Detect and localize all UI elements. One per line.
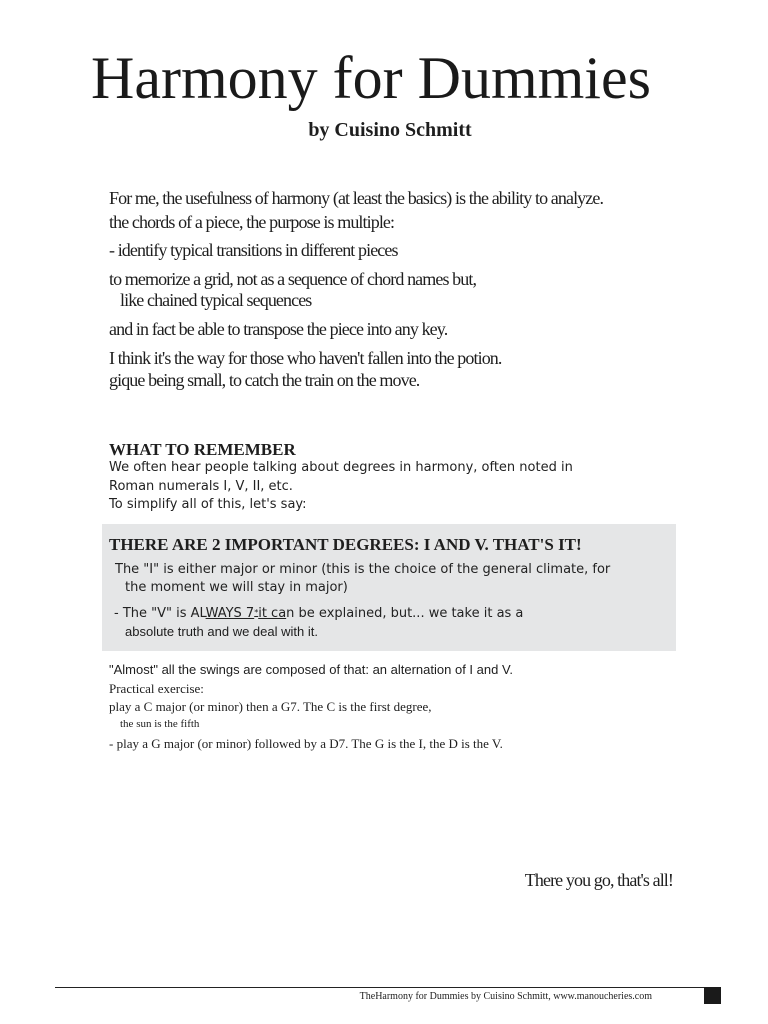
section-heading: WHAT TO REMEMBER <box>109 440 296 459</box>
box-line-3-underlined: WAYS 7 <box>205 606 255 621</box>
intro-line-8: gique being small, to catch the train on the move. <box>109 370 420 390</box>
box-line-2: the moment we will stay in major) <box>125 580 348 595</box>
remember-line-1: We often hear people talking about degrees in harmony, often noted in <box>109 460 573 475</box>
exercise-line-1: play a C major (or minor) then a G7. The C is the first degree, <box>109 699 432 714</box>
remember-line-2: Roman numerals I, V, II, etc. <box>109 479 293 494</box>
box-line-4: absolute truth and we deal with it. <box>125 624 318 639</box>
exercise-label: Practical exercise: <box>109 681 204 696</box>
intro-line-1: For me, the usefulness of harmony (at least the basics) is the ability to analyze. <box>109 188 604 208</box>
intro-line-4: to memorize a grid, not as a sequence of chord names but, <box>109 269 477 289</box>
footer-text: TheHarmony for Dummies by Cuisino Schmitt, www.manoucheries.com <box>359 991 652 1002</box>
almost-line: "Almost" all the swings are composed of that: an alternation of I and V. <box>109 662 514 677</box>
asterisk-mark: * <box>254 608 259 617</box>
intro-line-3: - identify typical transitions in different pieces <box>109 240 398 260</box>
author-byline: by Cuisino Schmitt <box>308 119 472 141</box>
intro-line-6: and in fact be able to transpose the piece into any key. <box>109 319 448 339</box>
intro-line-5: like chained typical sequences <box>120 290 312 310</box>
footer-square-icon <box>704 987 721 1004</box>
remember-line-3: To simplify all of this, let's say: <box>109 497 307 512</box>
page-title: Harmony for Dummies <box>91 45 651 111</box>
footer-rule <box>55 987 705 988</box>
intro-line-2: the chords of a piece, the purpose is multiple: <box>109 212 395 232</box>
exercise-line-2: - play a G major (or minor) followed by a D7. The G is the I, the D is the V. <box>109 736 503 751</box>
box-line-3-underlined-2: it ca <box>258 606 287 621</box>
exercise-note: the sun is the fifth <box>120 718 200 730</box>
box-line-3-part-a: - The "V" is AL <box>114 606 206 621</box>
intro-line-7: I think it's the way for those who haven't fallen into the potion. <box>109 348 502 368</box>
box-line-3-part-e: n be explained, but... we take it as a <box>286 606 524 621</box>
box-line-1: The "I" is either major or minor (this is the choice of the general climate, for <box>115 562 611 577</box>
closing-line: There you go, that's all! <box>524 870 673 890</box>
box-heading: THERE ARE 2 IMPORTANT DEGREES: I AND V. THAT'S IT! <box>109 535 582 554</box>
box-line-3 <box>114 606 523 621</box>
